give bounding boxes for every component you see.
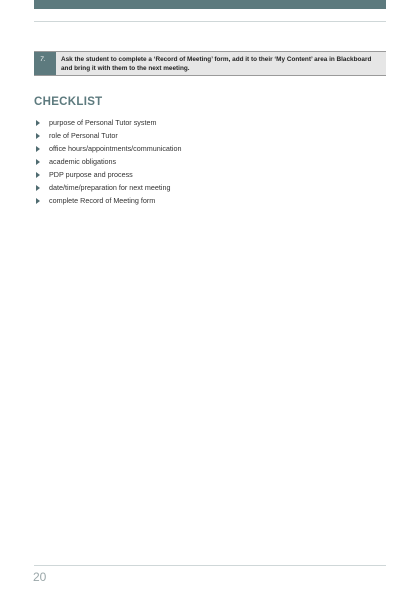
- step-row: [34, 51, 386, 76]
- footer-divider: [34, 565, 386, 566]
- list-item-label: date/time/preparation for next meeting: [49, 183, 171, 192]
- list-item-label: office hours/appointments/communication: [49, 144, 182, 153]
- triangle-bullet-icon: [36, 185, 40, 191]
- checklist-heading: CHECKLIST: [34, 96, 103, 108]
- list-item: [34, 142, 182, 155]
- triangle-bullet-icon: [36, 159, 40, 165]
- divider: [34, 21, 386, 22]
- list-item-label: PDP purpose and process: [49, 170, 133, 179]
- list-item-label: academic obligations: [49, 157, 117, 166]
- list-item: [34, 168, 182, 181]
- header-bar: [34, 0, 386, 9]
- list-item: [34, 116, 182, 129]
- triangle-bullet-icon: [36, 120, 40, 126]
- list-item: [34, 129, 182, 142]
- checklist: [34, 116, 182, 207]
- page-number: 20: [33, 570, 47, 584]
- triangle-bullet-icon: [36, 146, 40, 152]
- list-item: [34, 155, 182, 168]
- list-item: [34, 181, 182, 194]
- list-item-label: purpose of Personal Tutor system: [49, 118, 157, 127]
- list-item-label: role of Personal Tutor: [49, 131, 118, 140]
- step-text: Ask the student to complete a ‘Record of Meeting’ form, add it to their ‘My Content’ area in Blackboard and bring it with them to the next meeting.: [61, 56, 372, 72]
- triangle-bullet-icon: [36, 172, 40, 178]
- list-item: [34, 194, 182, 207]
- triangle-bullet-icon: [36, 133, 40, 139]
- step-number: 7.: [34, 52, 56, 75]
- list-item-label: complete Record of Meeting form: [49, 196, 156, 205]
- triangle-bullet-icon: [36, 198, 40, 204]
